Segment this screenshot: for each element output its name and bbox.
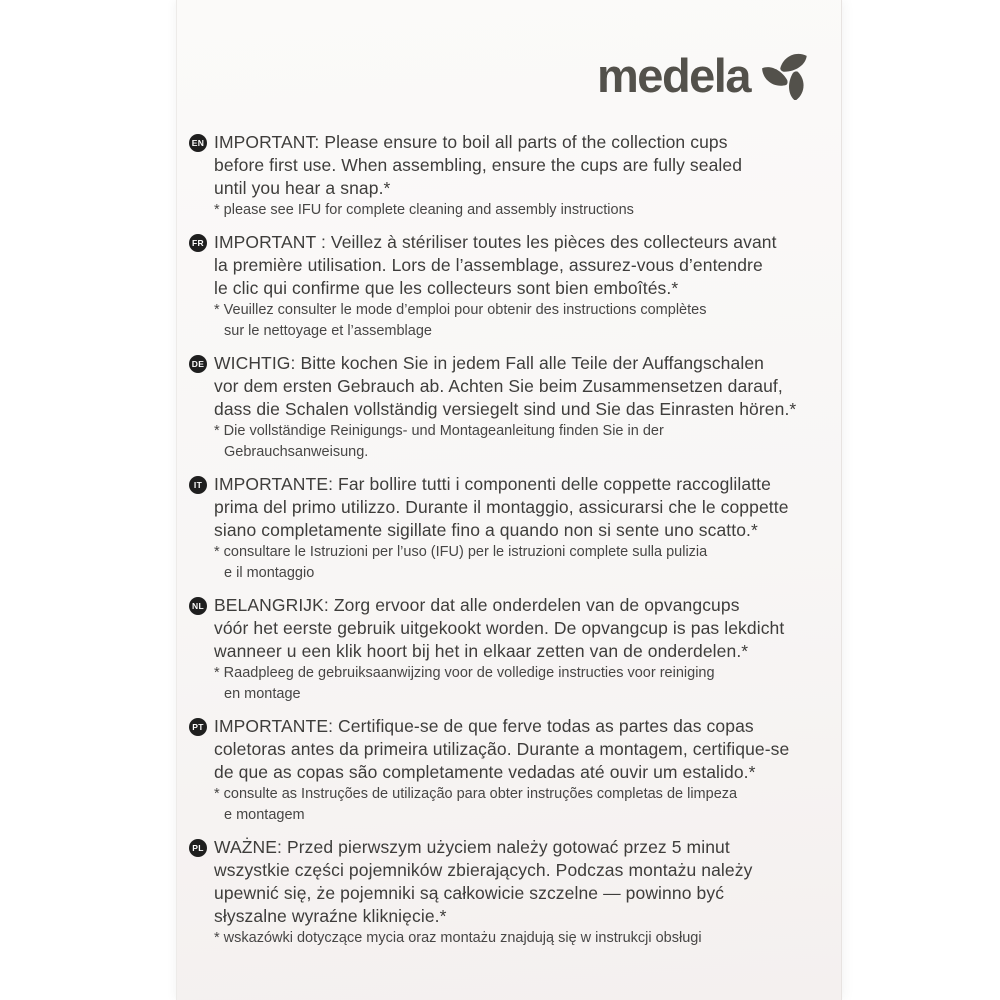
brand-logo <box>177 0 841 100</box>
footnote-line: * consultare le Istruzioni per l’uso (IFU) per le istruzioni complete sulla pulizia <box>214 544 708 560</box>
lang-badge-pl: PL <box>189 839 207 857</box>
section-pl <box>189 836 841 949</box>
footnote-line: * Die vollständige Reinigungs- und Montageanleitung finden Sie in der <box>214 423 664 439</box>
body-line: słyszalne wyraźne kliknięcie.* <box>214 906 447 926</box>
section-en <box>189 131 841 221</box>
body-line: IMPORTANTE: Certifique-se de que ferve todas as partes das copas <box>214 716 754 736</box>
body-line: BELANGRIJK: Zorg ervoor dat alle onderdelen van de opvangcups <box>214 595 740 615</box>
body-line: coletoras antes da primeira utilização. Durante a montagem, certifique-se <box>214 739 790 759</box>
body-line: IMPORTANT: Please ensure to boil all parts of the collection cups <box>214 132 728 152</box>
footnote-line: * please see IFU for complete cleaning and assembly instructions <box>214 202 634 218</box>
leaflet-paper <box>176 0 842 1000</box>
medela-swirl-icon <box>759 50 817 100</box>
brand-logo-text: medela <box>597 48 750 102</box>
body-line: IMPORTANT : Veillez à stériliser toutes les pièces des collecteurs avant <box>214 232 777 252</box>
body-line: WICHTIG: Bitte kochen Sie in jedem Fall alle Teile der Auffangschalen <box>214 353 764 373</box>
body-line: upewnić się, że pojemniki są całkowicie szczelne — powinno być <box>214 883 725 903</box>
lang-badge-nl: NL <box>189 597 207 615</box>
footnote-line: sur le nettoyage et l’assemblage <box>224 323 432 339</box>
section-pt <box>189 715 841 826</box>
footnote-line: * consulte as Instruções de utilização para obter instruções completas de limpeza <box>214 786 738 802</box>
lang-badge-it: IT <box>189 476 207 494</box>
lang-badge-fr: FR <box>189 234 207 252</box>
body-line: until you hear a snap.* <box>214 178 391 198</box>
lang-badge-pt: PT <box>189 718 207 736</box>
body-line: de que as copas são completamente vedadas até ouvir um estalido.* <box>214 762 756 782</box>
body-line: vor dem ersten Gebrauch ab. Achten Sie beim Zusammensetzen darauf, <box>214 376 783 396</box>
footnote-line: * Veuillez consulter le mode d’emploi pour obtenir des instructions complètes <box>214 302 707 318</box>
lang-badge-de: DE <box>189 355 207 373</box>
section-it <box>189 473 841 584</box>
body-line: le clic qui confirme que les collecteurs sont bien emboîtés.* <box>214 278 679 298</box>
lang-badge-en: EN <box>189 134 207 152</box>
body-line: la première utilisation. Lors de l’assemblage, assurez-vous d’entendre <box>214 255 763 275</box>
section-de <box>189 352 841 463</box>
body-line: WAŻNE: Przed pierwszym użyciem należy gotować przez 5 minut <box>214 837 730 857</box>
body-line: prima del primo utilizzo. Durante il montaggio, assicurarsi che le coppette <box>214 497 789 517</box>
footnote-line: * Raadpleeg de gebruiksaanwijzing voor de volledige instructies voor reiniging <box>214 665 715 681</box>
footnote-line: en montage <box>224 686 301 702</box>
body-line: siano completamente sigillate fino a quando non si sente uno scatto.* <box>214 520 758 540</box>
body-line: dass die Schalen vollständig versiegelt sind und Sie das Einrasten hören.* <box>214 399 797 419</box>
section-nl <box>189 594 841 705</box>
section-fr <box>189 231 841 342</box>
body-line: vóór het eerste gebruik uitgekookt worden. De opvangcup is pas lekdicht <box>214 618 785 638</box>
footnote-line: e il montaggio <box>224 565 315 581</box>
footnote-line: Gebrauchsanweisung. <box>224 444 369 460</box>
body-line: IMPORTANTE: Far bollire tutti i componenti delle coppette raccoglilatte <box>214 474 771 494</box>
body-line: wanneer u een klik hoort bij het in elkaar zetten van de onderdelen.* <box>214 641 749 661</box>
footnote-line: * wskazówki dotyczące mycia oraz montażu znajdują się w instrukcji obsługi <box>214 930 702 946</box>
instructions-list <box>177 100 841 949</box>
body-line: before first use. When assembling, ensure the cups are fully sealed <box>214 155 743 175</box>
body-line: wszystkie części pojemników zbierających. Podczas montażu należy <box>214 860 753 880</box>
footnote-line: e montagem <box>224 807 305 823</box>
